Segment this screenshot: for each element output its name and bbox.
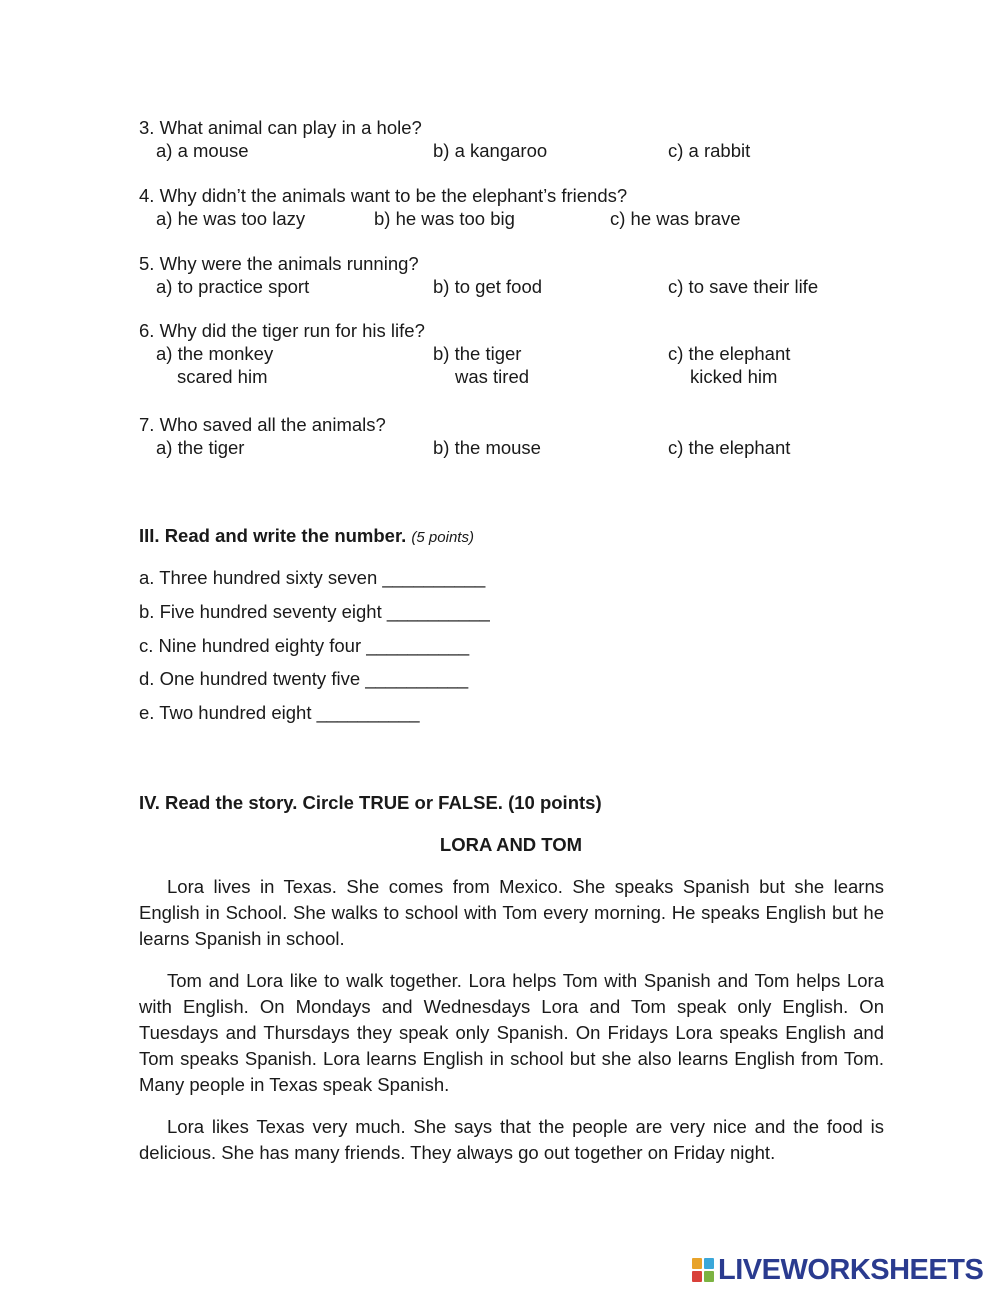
q4-option-b[interactable]: b) he was too big — [374, 208, 515, 229]
question-6: 6. Why did the tiger run for his life? — [139, 320, 425, 341]
section-3-title: III. Read and write the number. — [139, 525, 407, 546]
q5-option-b[interactable]: b) to get food — [433, 276, 543, 297]
logo-block-icon — [692, 1258, 702, 1269]
number-item-a[interactable]: a. Three hundred sixty seven __________ — [139, 567, 486, 588]
story-paragraph-2: Tom and Lora like to walk together. Lora helps Tom with Spanish and Tom helps Lora with English. On Mondays and Wednesdays Lora and Tom speak only English. On Tuesdays and Thursdays they speak only Spanish. On Fridays Lora speaks English and Tom speaks Spanish. Lora learns English in school but she also learns English from Tom. Many people in Texas speak Spanish. — [139, 970, 884, 1095]
section-4-heading: IV. Read the story. Circle TRUE or FALSE. (10 points) — [139, 792, 602, 813]
q6-option-b[interactable]: b) the tiger — [433, 343, 522, 364]
logo-text: LIVEWORKSHEETS — [718, 1253, 984, 1286]
q6-option-c-cont[interactable]: kicked him — [690, 366, 778, 387]
question-4: 4. Why didn’t the animals want to be the elephant’s friends? — [139, 185, 628, 206]
q4-option-c[interactable]: c) he was brave — [610, 208, 741, 229]
number-item-d[interactable]: d. One hundred twenty five __________ — [139, 668, 469, 689]
q6-option-b-cont[interactable]: was tired — [455, 366, 530, 387]
q6-option-c[interactable]: c) the elephant — [668, 343, 791, 364]
logo-block-icon — [692, 1271, 702, 1282]
logo-block-icon — [704, 1258, 714, 1269]
question-3: 3. What animal can play in a hole? — [139, 117, 422, 138]
q7-option-b[interactable]: b) the mouse — [433, 437, 541, 458]
q7-option-a[interactable]: a) the tiger — [156, 437, 245, 458]
logo-block-icon — [704, 1271, 714, 1282]
story-paragraph-1: Lora lives in Texas. She comes from Mexico. She speaks Spanish but she learns English in School. She walks to school with Tom every morning. He speaks English but he learns Spanish in school. — [139, 876, 884, 949]
number-item-e[interactable]: e. Two hundred eight __________ — [139, 702, 420, 723]
q3-option-c[interactable]: c) a rabbit — [668, 140, 751, 161]
number-item-c[interactable]: c. Nine hundred eighty four __________ — [139, 635, 470, 656]
story-title: LORA AND TOM — [439, 834, 583, 855]
q3-option-a[interactable]: a) a mouse — [156, 140, 249, 161]
q7-option-c[interactable]: c) the elephant — [668, 437, 791, 458]
story-paragraph-3: Lora likes Texas very much. She says that the people are very nice and the food is delicious. She has many friends. They always go out together on Friday night. — [139, 1116, 884, 1163]
q6-option-a[interactable]: a) the monkey — [156, 343, 274, 364]
q5-option-a[interactable]: a) to practice sport — [156, 276, 310, 297]
number-item-b[interactable]: b. Five hundred seventy eight __________ — [139, 601, 490, 622]
question-7: 7. Who saved all the animals? — [139, 414, 386, 435]
q6-option-a-cont[interactable]: scared him — [177, 366, 268, 387]
logo-blocks-icon — [692, 1258, 714, 1282]
liveworksheets-logo — [692, 1255, 983, 1285]
q3-option-b[interactable]: b) a kangaroo — [433, 140, 548, 161]
q4-option-a[interactable]: a) he was too lazy — [156, 208, 306, 229]
section-3-points: (5 points) — [411, 529, 474, 546]
question-5: 5. Why were the animals running? — [139, 253, 419, 274]
section-3-heading — [139, 525, 474, 547]
q5-option-c[interactable]: c) to save their life — [668, 276, 819, 297]
